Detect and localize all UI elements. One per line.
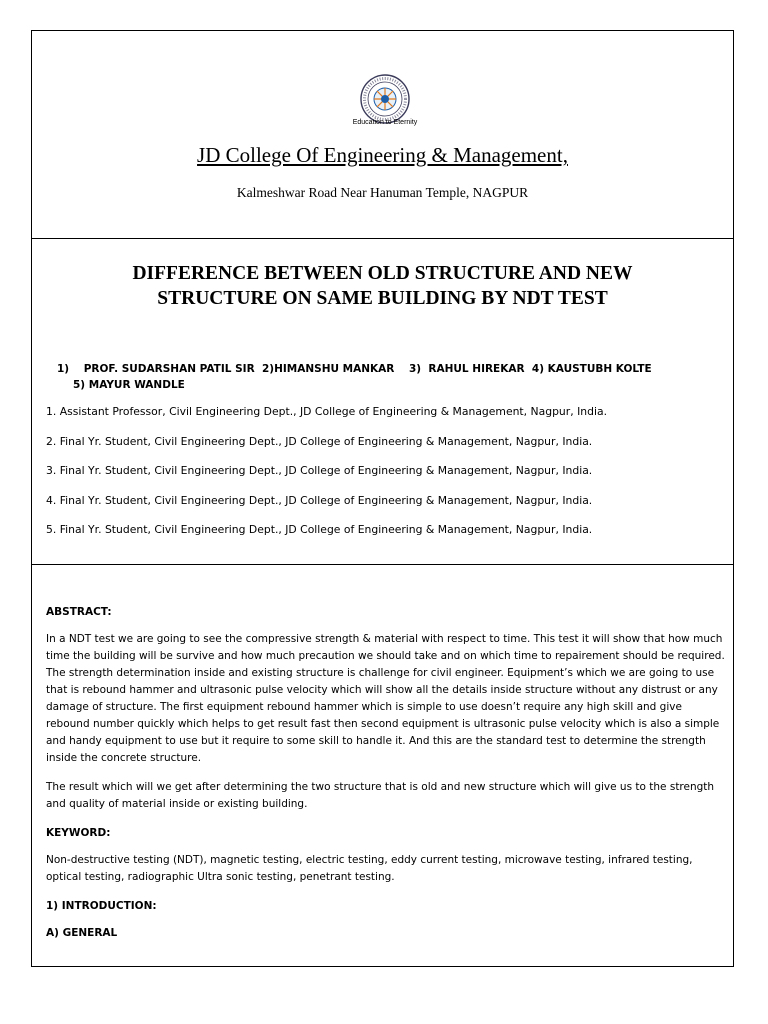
affiliation-item: 1. Assistant Professor, Civil Engineering Dept., JD College of Engineering & Management, Nagpur, India.	[46, 405, 608, 418]
abstract-paragraph-2: The result which will we get after determining the two structure that is old and new structure which will give us to the strength and quality of material inside or existing building.	[46, 781, 715, 810]
keyword-text: Non-destructive testing (NDT), magnetic testing, electric testing, eddy current testing, microwave testing, infrared testing, optical testing, radiographic Ultra sonic testing, penetrant testing.	[46, 854, 693, 883]
college-logo	[350, 66, 420, 138]
introduction-heading: 1) INTRODUCTION:	[46, 900, 157, 912]
paper-title-line-1: DIFFERENCE BETWEEN OLD STRUCTURE AND NEW	[132, 263, 633, 284]
affiliation-list	[46, 404, 726, 552]
affiliation-item: 2. Final Yr. Student, Civil Engineering Dept., JD College of Engineering & Management, Nagpur, India.	[46, 434, 593, 448]
paper-body	[46, 604, 726, 952]
author-list	[57, 361, 717, 393]
keyword-heading: KEYWORD:	[46, 827, 111, 839]
affiliation-item: 4. Final Yr. Student, Civil Engineering Dept., JD College of Engineering & Management, Nagpur, India.	[46, 493, 593, 507]
abstract-heading: ABSTRACT:	[46, 606, 112, 618]
author-line-2: 5) MAYUR WANDLE	[73, 379, 185, 391]
affiliation-item: 3. Final Yr. Student, Civil Engineering Dept., JD College of Engineering & Management, Nagpur, India.	[46, 464, 593, 477]
abstract-paragraph-1: In a NDT test we are going to see the compressive strength & material with respect to time. This test it will show that how much time the building will be survive and how much precaution we should take and on which time to repairement should be required. The strength determination inside and existing structure is challenge for civil engineer. Equipment’s which we are going to use that is rebound hammer and ultrasonic pulse velocity which will show all the details inside structure without any distrust or any damage of structure. The first equipment rebound hammer which is simple to use doesn’t require any high skill and give rebound number quickly which helps to get result fast then second equipment is ultrasonic pulse velocity which is also a simple and handy equipment to use but it require to some skill to handle it. And this are the standard test to determine the strength inside the concrete structure.	[46, 633, 725, 764]
general-subheading: A) GENERAL	[46, 927, 118, 939]
header-divider	[32, 238, 733, 239]
paper-title-line-2: STRUCTURE ON SAME BUILDING BY NDT TEST	[157, 288, 608, 309]
author-line-1: 1) PROF. SUDARSHAN PATIL SIR 2)HIMANSHU MANKAR 3) RAHUL HIREKAR 4) KAUSTUBH KOLTE	[57, 363, 652, 375]
title-divider	[32, 564, 733, 565]
paper-title	[52, 261, 713, 311]
college-name: JD College Of Engineering & Management,	[197, 143, 568, 167]
logo-tagline: Education to Eternity	[352, 119, 418, 126]
affiliation-item: 5. Final Yr. Student, Civil Engineering Dept., JD College of Engineering & Management, Nagpur, India.	[46, 523, 593, 536]
college-address: Kalmeshwar Road Near Hanuman Temple, NAGPUR	[236, 185, 529, 200]
page-frame	[31, 30, 734, 967]
